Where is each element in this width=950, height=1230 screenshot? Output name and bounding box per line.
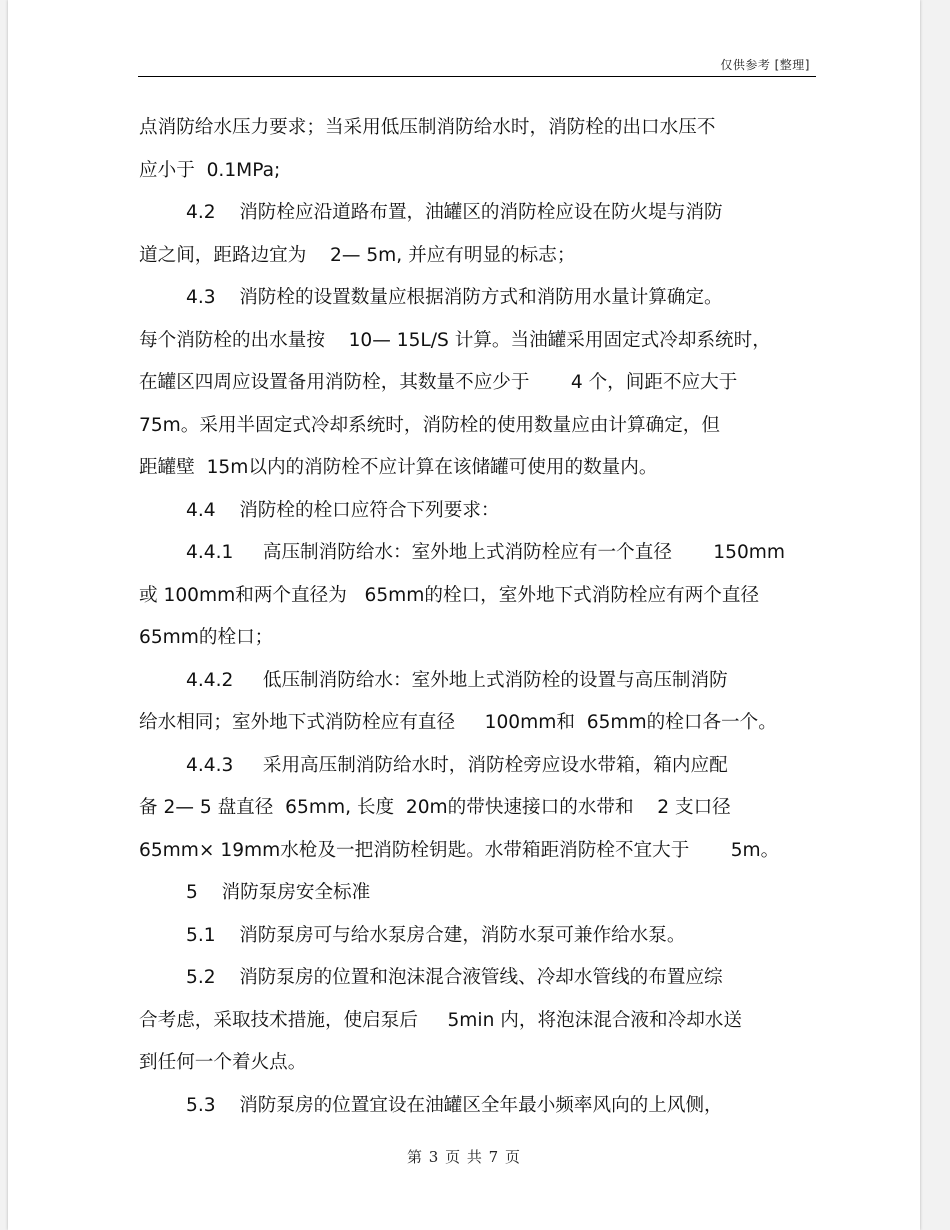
text-line: 4.4 消防栓的栓口应符合下列要求：	[186, 499, 500, 521]
text-line: 道之间，距路边宜为 2— 5m, 并应有明显的标志；	[139, 244, 576, 266]
text-line: 4.2 消防栓应沿道路布置，油罐区的消防栓应设在防火堤与消防	[186, 202, 723, 223]
text-line: 5 消防泵房安全标准	[186, 882, 371, 903]
text-line: 合考虑，采取技术措施，使启泵后 5min 内，将泡沫混合液和冷却水送	[139, 1009, 742, 1031]
text-line: 75m。采用半固定式冷却系统时，消防栓的使用数量应由计算确定，但	[139, 414, 720, 436]
text-line: 4.4.2 低压制消防给水：室外地上式消防栓的设置与高压制消防	[186, 669, 728, 691]
text-line: 4.4.3 采用高压制消防给水时，消防栓旁应设水带箱，箱内应配	[186, 754, 728, 776]
body-text	[139, 107, 829, 1127]
header-divider	[138, 76, 816, 77]
text-line: 4.4.1 高压制消防给水：室外地上式消防栓应有一个直径 150mm	[186, 542, 786, 563]
document-page	[8, 0, 920, 1230]
text-line: 到任何一个着火点。	[139, 1052, 307, 1073]
text-line: 或 100mm和两个直径为 65mm的栓口，室外地下式消防栓应有两个直径	[139, 584, 760, 606]
text-line: 65mm的栓口；	[139, 627, 274, 648]
text-line: 给水相同；室外地下式消防栓应有直径 100mm和 65mm的栓口各一个。	[139, 712, 777, 733]
header-note: 仅供参考 [整理]	[720, 58, 810, 72]
page-number: 第 3 页 共 7 页	[407, 1148, 521, 1166]
text-line: 65mm× 19mm水枪及一把消防栓钥匙。水带箱距消防栓不宜大于 5m。	[139, 839, 780, 861]
text-line: 备 2— 5 盘直径 65mm, 长度 20m的带快速接口的水带和 2 支口径	[139, 797, 731, 818]
text-line: 点消防给水压力要求；当采用低压制消防给水时，消防栓的出口水压不	[139, 117, 716, 138]
text-line: 应小于 0.1MPa;	[139, 159, 281, 181]
text-line: 5.1 消防泵房可与给水泵房合建，消防水泵可兼作给水泵。	[186, 924, 686, 946]
text-line: 每个消防栓的出水量按 10— 15L/S 计算。当油罐采用固定式冷却系统时，	[139, 329, 771, 351]
text-line: 5.3 消防泵房的位置宜设在油罐区全年最小频率风向的上风侧，	[186, 1094, 723, 1116]
text-line: 5.2 消防泵房的位置和泡沫混合液管线、冷却水管线的布置应综	[186, 967, 723, 988]
text-line: 4.3 消防栓的设置数量应根据消防方式和消防用水量计算确定。	[186, 287, 723, 308]
text-line: 在罐区四周应设置备用消防栓，其数量不应少于 4 个，间距不应大于	[139, 372, 738, 393]
text-line: 距罐壁 15m以内的消防栓不应计算在该储罐可使用的数量内。	[139, 457, 658, 478]
